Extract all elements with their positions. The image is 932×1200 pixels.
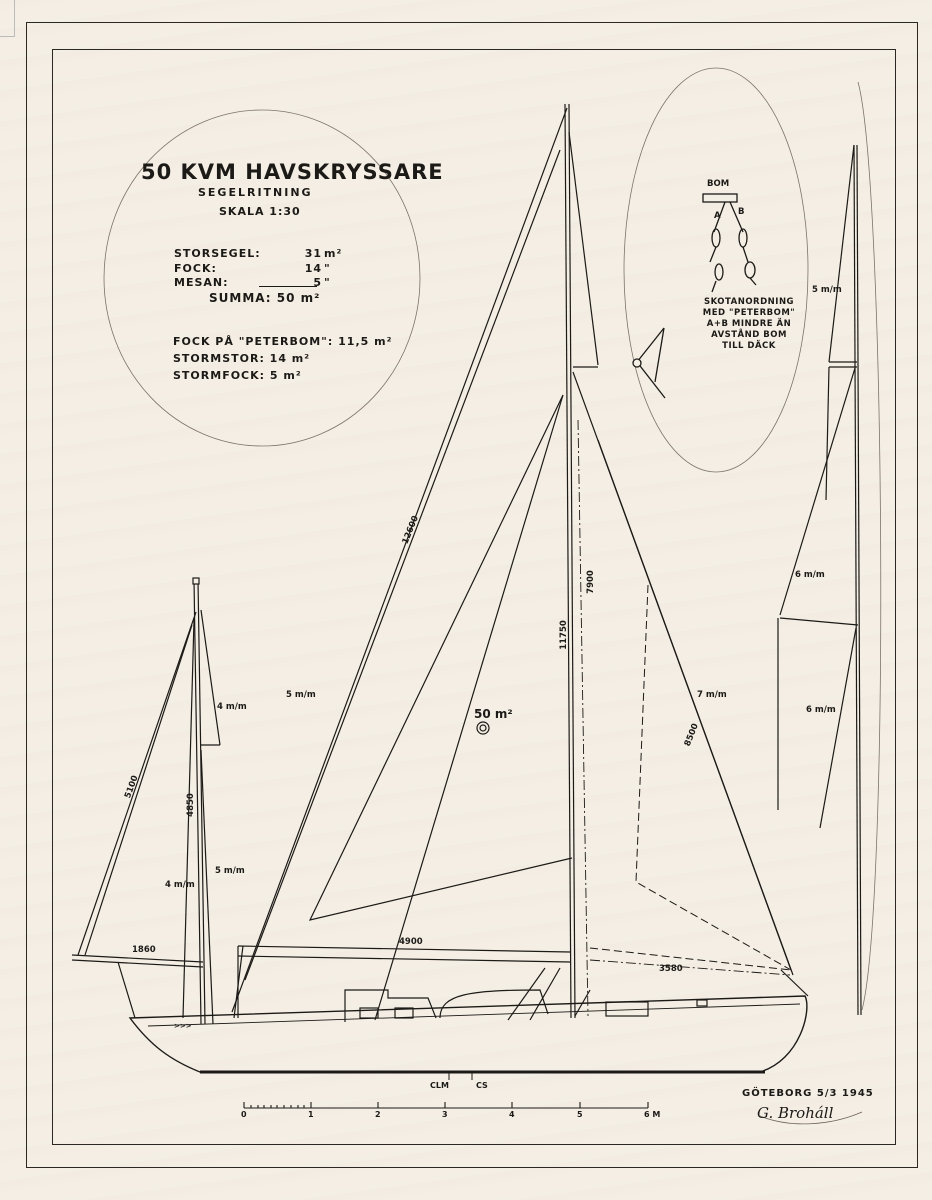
signature: G. Broháll [757, 1104, 834, 1122]
sheeting-note-line: AVSTÅND BOM [711, 330, 787, 340]
sheeting-note-line: MED "PETERBOM" [702, 308, 796, 318]
scale-tick-label: 2 [375, 1110, 381, 1119]
forestay-length: 12600 [400, 514, 421, 546]
sheeting-note-line: SKOTANORDNING [703, 297, 795, 307]
sail-area-unit: " [324, 262, 331, 275]
mast-section-outline [858, 82, 881, 1010]
sail-area-unit: " [324, 276, 331, 289]
mizzen-mast-height: 4850 [185, 793, 196, 817]
sail-area-value: 31 [304, 247, 322, 260]
scale-tick-label: 5 [577, 1110, 583, 1119]
inner-forestay [375, 395, 563, 1020]
forestay [232, 108, 567, 1012]
jib-foot-length: 3580 [659, 964, 683, 974]
point-b-label: B [738, 207, 745, 217]
main-boom-length: 4900 [399, 937, 423, 947]
mast-section-low: 6 m/m [806, 705, 836, 715]
extra-area-row: FOCK PÅ "PETERBOM": 11,5 m² [173, 335, 393, 348]
sheeting-detail [703, 194, 756, 292]
main-mast [565, 104, 575, 1018]
scale-tick-label: 3 [442, 1110, 448, 1119]
sheeting-note [694, 297, 804, 352]
drawing-title: 50 KVM HAVSKRYSSARE [141, 160, 444, 184]
sheeting-note-line: A+B MINDRE ÄN [706, 319, 792, 329]
place-date: GÖTEBORG 5/3 1945 [742, 1088, 874, 1099]
sum-divider [259, 286, 317, 287]
main-boom [238, 946, 570, 962]
mast-section-top: 5 m/m [812, 285, 842, 295]
sail-area-value: 14 [304, 262, 322, 275]
sail-area-name: FOCK: [174, 262, 217, 275]
stormsail-outline [636, 585, 791, 970]
backstay-length: 8500 [682, 722, 701, 748]
point-a-label: A [714, 211, 721, 221]
peterbom-symbol [633, 328, 665, 398]
scale-tick-label: 0 [241, 1110, 247, 1119]
mast-section-detail [778, 145, 861, 1015]
genoa [310, 395, 572, 920]
sail-area-name: STORSEGEL: [174, 247, 261, 260]
mizzen-wire-mid: 5 m/m [215, 866, 245, 876]
sail-area-label: 50 m² [474, 707, 513, 721]
mizzen-leech-length: 5100 [123, 774, 141, 800]
backstay [598, 440, 793, 975]
backstay-wire: 7 m/m [697, 690, 727, 700]
cs-mark: CS [476, 1081, 488, 1090]
scale-tick-label: 6 M [644, 1110, 661, 1119]
peterbom-sheet [578, 420, 588, 1016]
sail-area-unit: m² [324, 247, 343, 260]
extra-area-row: STORMSTOR: 14 m² [173, 352, 311, 365]
boom-label: BOM [707, 179, 730, 189]
sheeting-note-line: TILL DÄCK [722, 341, 776, 351]
main-top-head [569, 132, 598, 365]
scale-tick-label: 4 [509, 1110, 515, 1119]
sheeting-detail-outline [624, 68, 808, 472]
drawing-subtitle: SEGELRITNING [198, 186, 313, 199]
mizzen-boom-length: 1860 [132, 945, 156, 955]
sail-area-sum: SUMMA: 50 m² [209, 291, 321, 305]
sail-area-name: MESAN: [174, 276, 229, 289]
clm-mark: CLM [430, 1081, 449, 1090]
extra-area-row: STORMFOCK: 5 m² [173, 369, 302, 382]
drawing-scale: SKALA 1:30 [219, 205, 301, 218]
sail-area-value: 5 [313, 276, 322, 289]
sail-centre-marker [477, 722, 489, 734]
mainmast-height: 11750 [558, 620, 569, 650]
mizzen-wire-low: 4 m/m [165, 880, 195, 890]
forestay-wire: 5 m/m [286, 690, 316, 700]
mizzen-wire-top: 4 m/m [217, 702, 247, 712]
mast-upper-length: 7900 [585, 570, 596, 594]
mast-section-mid: 6 m/m [795, 570, 825, 580]
scale-bar [244, 1102, 648, 1108]
bow-arrows: >>> [174, 1022, 192, 1030]
scale-tick-label: 1 [308, 1110, 314, 1119]
